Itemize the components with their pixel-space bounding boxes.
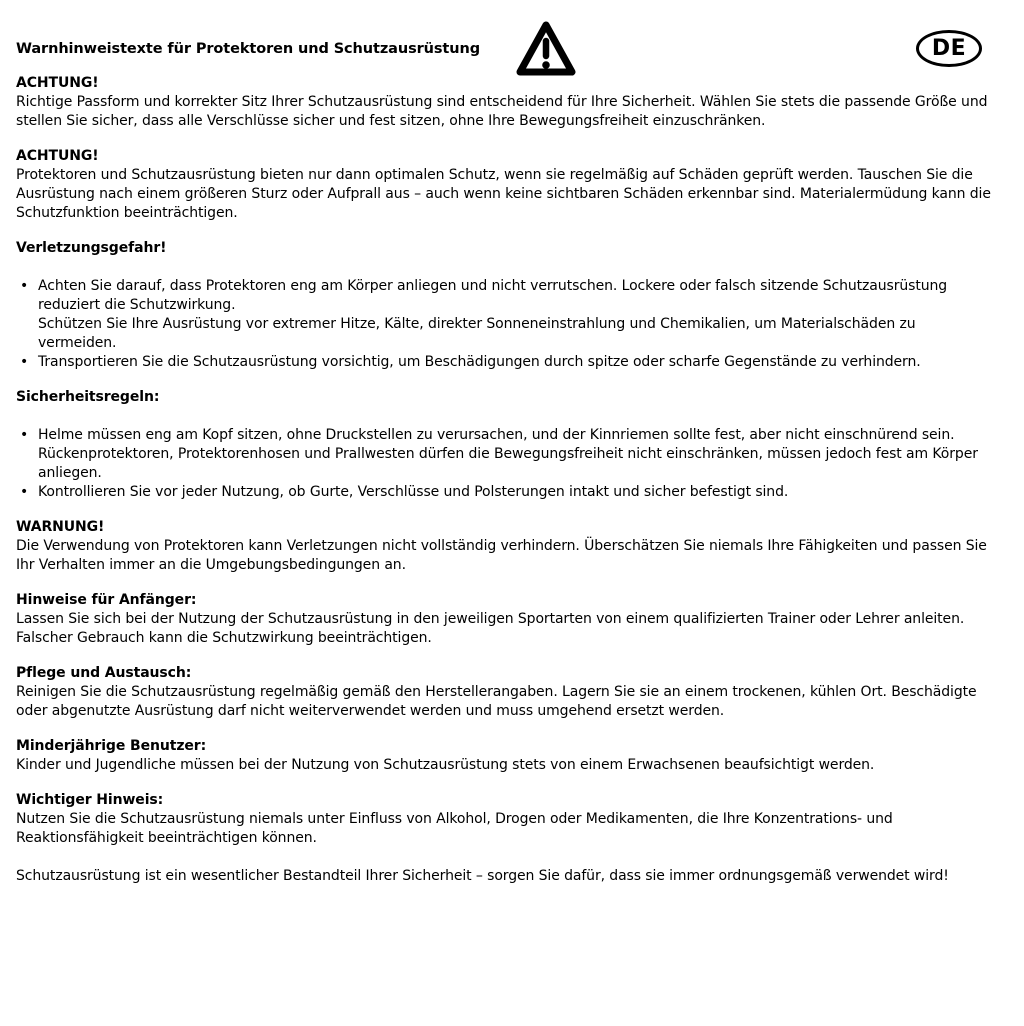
bullet-marker: • — [20, 484, 29, 500]
section-6 — [16, 664, 992, 721]
section-heading: Hinweise für Anfänger: — [16, 592, 197, 608]
paragraph: Kinder und Jugendliche müssen bei der Nutzung von Schutzausrüstung stets von einem Erwachsenen beaufsichtigt werden. — [16, 757, 875, 773]
list-item-line: Kontrollieren Sie vor jeder Nutzung, ob Gurte, Verschlüsse und Polsterungen intakt und sicher befestigt sind. — [38, 484, 789, 500]
bullet-marker: • — [20, 354, 29, 370]
paragraph: Die Verwendung von Protektoren kann Verletzungen nicht vollständig verhindern. Überschätzen Sie niemals Ihre Fähigkeiten und passen Sie Ihr Verhalten immer an die Umgebungsbedingungen an. — [16, 538, 987, 573]
bullet-list — [16, 426, 992, 502]
warning-triangle-icon — [516, 20, 576, 78]
closing-paragraph: Schutzausrüstung ist ein wesentlicher Bestandteil Ihrer Sicherheit – sorgen Sie dafür, dass sie immer ordnungsgemäß verwendet wird! — [16, 868, 949, 884]
bullet-list — [16, 277, 992, 372]
page-title: Warnhinweistexte für Protektoren und Schutzausrüstung — [16, 41, 480, 57]
bullet-marker: • — [20, 278, 29, 294]
language-badge-label: DE — [931, 36, 967, 61]
section-heading: Sicherheitsregeln: — [16, 389, 160, 405]
section-3 — [16, 388, 992, 502]
paragraph: Lassen Sie sich bei der Nutzung der Schutzausrüstung in den jeweiligen Sportarten von einem qualifizierten Trainer oder Lehrer anleiten. Falscher Gebrauch kann die Schutzwirkung beeinträchtigen. — [16, 611, 965, 646]
section-heading: Pflege und Austausch: — [16, 665, 192, 681]
bullet-marker: • — [20, 427, 29, 443]
list-item-line: Helme müssen eng am Kopf sitzen, ohne Druckstellen zu verursachen, und der Kinnriemen sollte fest, aber nicht einschnürend sein. — [38, 427, 955, 443]
list-item-line: Schützen Sie Ihre Ausrüstung vor extremer Hitze, Kälte, direkter Sonneneinstrahlung und Chemikalien, um Materialschäden zu vermeiden. — [38, 316, 916, 351]
paragraph: Nutzen Sie die Schutzausrüstung niemals unter Einfluss von Alkohol, Drogen oder Medikamenten, die Ihre Konzentrations- und Reaktionsfähigkeit beeinträchtigen können. — [16, 811, 893, 846]
section-1 — [16, 147, 992, 223]
list-item — [16, 353, 992, 372]
paragraph: Protektoren und Schutzausrüstung bieten nur dann optimalen Schutz, wenn sie regelmäßig auf Schäden geprüft werden. Tauschen Sie die Ausrüstung nach einem größeren Sturz oder Aufprall aus – auch wenn keine sichtbaren Schäden erkennbar sind. Materialermüdung kann die Schutzfunktion beeinträchtigen. — [16, 167, 991, 221]
sections — [16, 74, 992, 886]
section-4 — [16, 518, 992, 575]
section-heading: ACHTUNG! — [16, 148, 99, 164]
list-item-line: Transportieren Sie die Schutzausrüstung vorsichtig, um Beschädigungen durch spitze oder scharfe Gegenstände zu verhindern. — [38, 354, 921, 370]
list-item — [16, 277, 992, 353]
section-heading: WARNUNG! — [16, 519, 105, 535]
section-5 — [16, 591, 992, 648]
section-heading: Minderjährige Benutzer: — [16, 738, 207, 754]
section-heading: Verletzungsgefahr! — [16, 240, 167, 256]
paragraph: Reinigen Sie die Schutzausrüstung regelmäßig gemäß den Herstellerangaben. Lagern Sie sie an einem trockenen, kühlen Ort. Beschädigte oder abgenutzte Ausrüstung darf nicht weiterverwendet werden und muss umgehend ersetzt werden. — [16, 684, 977, 719]
section-8 — [16, 791, 992, 848]
section-7 — [16, 737, 992, 775]
section-0 — [16, 74, 992, 131]
list-item-line: Achten Sie darauf, dass Protektoren eng am Körper anliegen und nicht verrutschen. Lockere oder falsch sitzende Schutzausrüstung reduziert die Schutzwirkung. — [38, 278, 948, 313]
section-heading: ACHTUNG! — [16, 75, 99, 91]
paragraph: Richtige Passform und korrekter Sitz Ihrer Schutzausrüstung sind entscheidend für Ihre Sicherheit. Wählen Sie stets die passende Größe und stellen Sie sicher, dass alle Verschlüsse sicher und fest sitzen, ohne Ihre Bewegungsfreiheit einzuschränken. — [16, 94, 988, 129]
language-badge — [916, 30, 982, 67]
list-item — [16, 483, 992, 502]
list-item-line: Rückenprotektoren, Protektorenhosen und Prallwesten dürfen die Bewegungsfreiheit nicht einschränken, müssen jedoch fest am Körper anliegen. — [38, 446, 978, 481]
section-heading: Wichtiger Hinweis: — [16, 792, 164, 808]
section-2 — [16, 239, 992, 372]
list-item — [16, 426, 992, 483]
